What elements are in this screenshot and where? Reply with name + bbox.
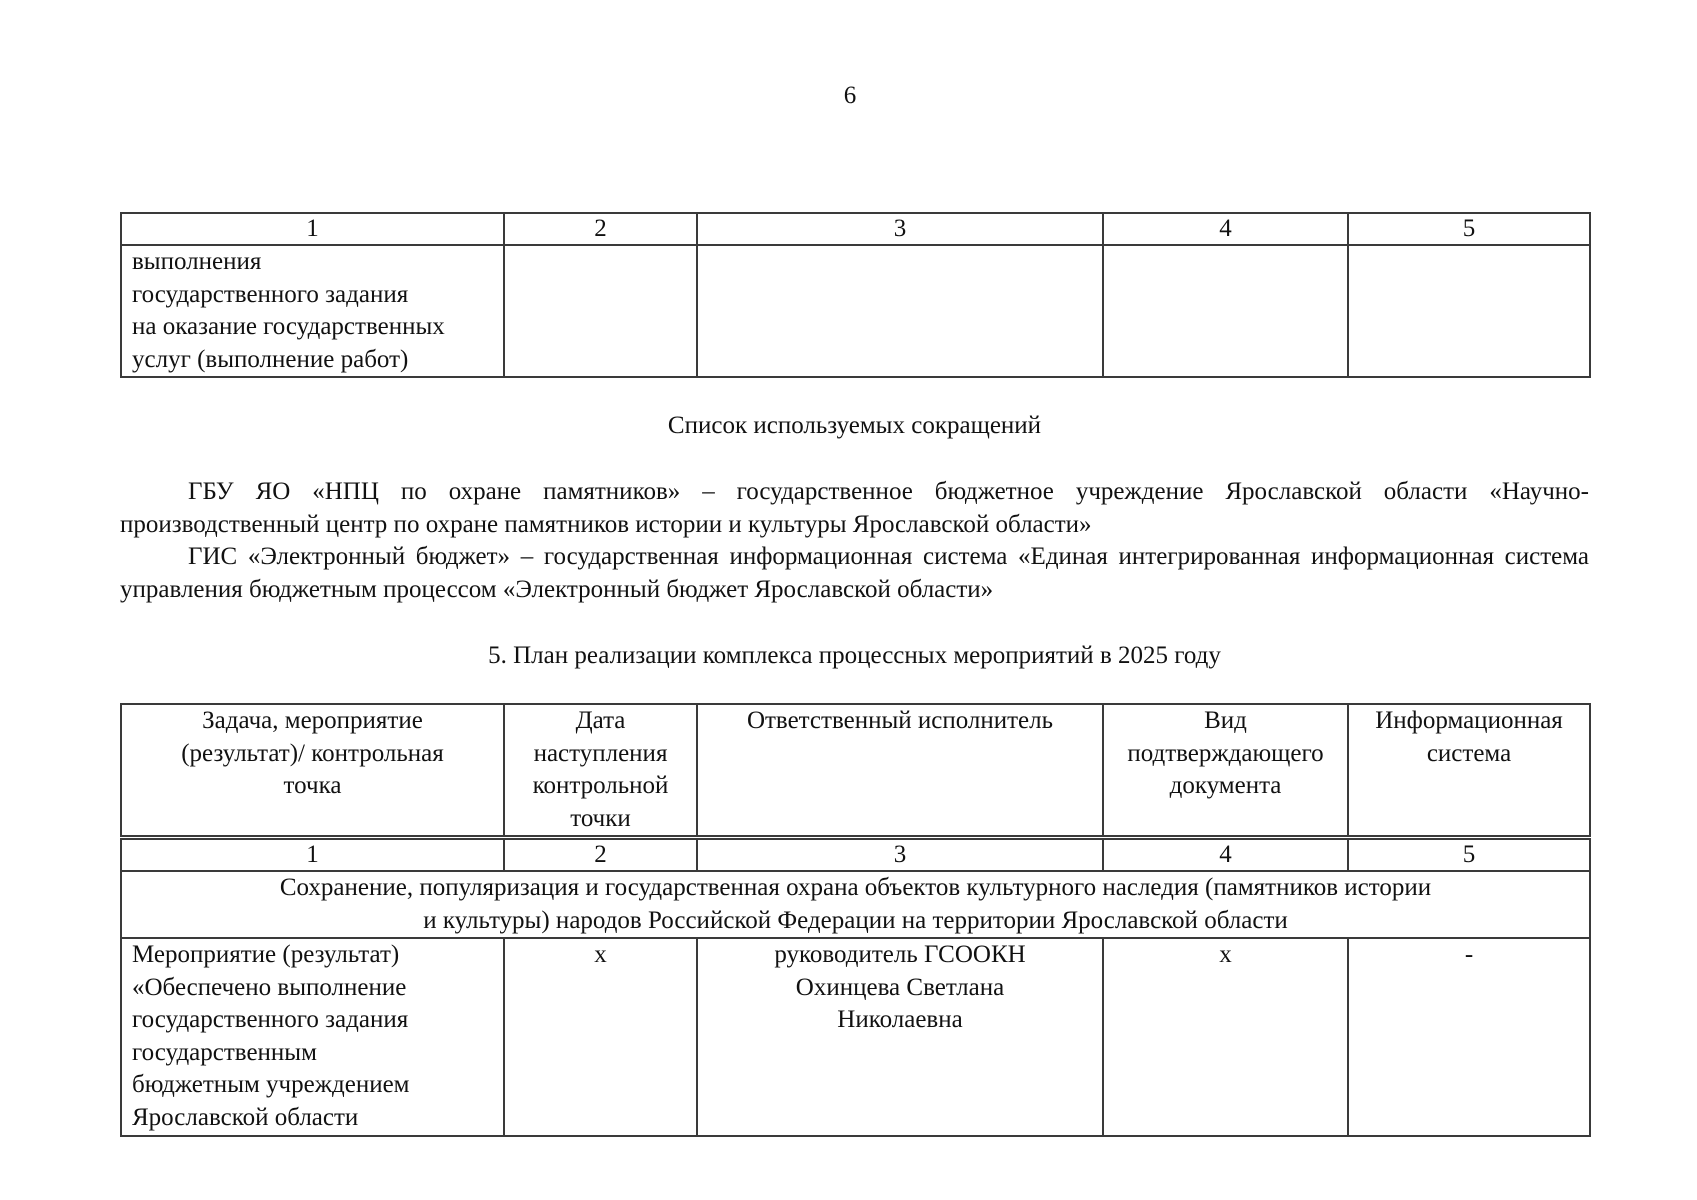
cell-line: Охинцева Светлана	[795, 973, 1005, 1001]
cell-line: Ярославской области	[132, 1103, 359, 1131]
cell-line: руководитель ГСООКН	[774, 941, 1026, 968]
table-header-row	[121, 704, 1590, 838]
header-line: точка	[283, 772, 342, 799]
cell-line: Мероприятие (результат)	[132, 941, 400, 968]
cell-line: на оказание государственных	[132, 313, 445, 340]
header-line: Задача, мероприятие	[202, 707, 423, 734]
group-row	[121, 871, 1590, 938]
header-line: Информационная	[1375, 707, 1563, 734]
abbreviation-text: ГБУ ЯО «НПЦ по охране памятников» – государственное бюджетное учреждение Ярославской области «Научно-производственный центр по охране памятников истории и культуры Ярославской области»	[120, 478, 1589, 538]
table-cell	[121, 245, 504, 377]
cell-line: бюджетным учреждением	[132, 1071, 410, 1098]
column-number: 1	[121, 213, 504, 245]
header-line: Вид	[1204, 707, 1247, 734]
header-line: система	[1426, 739, 1512, 767]
group-line: Сохранение, популяризация и государственная охрана объектов культурного наследия (памятников истории	[279, 874, 1432, 901]
header-date	[504, 704, 697, 838]
abbreviations-title: Список используемых сокращений	[667, 412, 1042, 439]
column-number: 5	[1348, 213, 1590, 245]
executor-cell	[697, 938, 1103, 1136]
header-executor	[697, 704, 1103, 838]
header-line: Ответственный исполнитель	[746, 707, 1054, 734]
cell-line: выполнения	[132, 248, 262, 275]
table-cell	[1348, 245, 1590, 377]
date-cell: х	[504, 938, 697, 1136]
abbreviation-item	[120, 476, 1589, 541]
header-document	[1103, 704, 1348, 838]
document-cell: х	[1103, 938, 1348, 1136]
column-number: 2	[504, 213, 697, 245]
table-cell	[504, 245, 697, 377]
cell-line: «Обеспечено выполнение	[132, 973, 407, 1001]
column-number: 4	[1103, 838, 1348, 872]
column-number: 4	[1103, 213, 1348, 245]
cell-line: Николаевна	[837, 1006, 963, 1033]
header-line: подтверждающего	[1127, 739, 1324, 767]
column-number: 1	[121, 838, 504, 872]
group-line: и культуры) народов Российской Федерации на территории Ярославской области	[423, 906, 1288, 934]
table-cell	[1103, 245, 1348, 377]
abbreviation-text: ГИС «Электронный бюджет» – государственная информационная система «Единая интегрированная информационная система управления бюджетным процессом «Электронный бюджет Ярославской области»	[120, 543, 1589, 603]
header-line: документа	[1169, 772, 1282, 799]
cell-line: государственного задания	[132, 280, 409, 308]
header-line: (результат)/ контрольная	[181, 739, 444, 767]
header-task	[121, 704, 504, 838]
task-cell	[121, 938, 504, 1136]
header-line: контрольной	[532, 772, 669, 799]
table-row	[121, 938, 1590, 1136]
header-line: точки	[570, 804, 631, 832]
cell-line: услуг (выполнение работ)	[132, 345, 409, 373]
column-number-row	[121, 838, 1590, 872]
plan-table	[120, 703, 1591, 1137]
column-number: 3	[697, 213, 1103, 245]
header-line: наступления	[533, 739, 668, 767]
cell-line: государственного задания	[132, 1006, 409, 1033]
column-number: 3	[697, 838, 1103, 872]
abbreviation-item	[120, 541, 1589, 606]
continuation-table	[120, 212, 1591, 378]
header-system	[1348, 704, 1590, 838]
column-number: 2	[504, 838, 697, 872]
group-cell	[121, 871, 1590, 938]
section-title: 5. План реализации комплекса процессных мероприятий в 2025 году	[488, 642, 1221, 669]
cell-line: государственным	[132, 1038, 317, 1066]
table-cell	[697, 245, 1103, 377]
table-row	[121, 245, 1590, 377]
table-header-row	[121, 213, 1590, 245]
column-number: 5	[1348, 838, 1590, 872]
system-cell: -	[1348, 938, 1590, 1136]
header-line: Дата	[575, 707, 626, 734]
page-number: 6	[843, 82, 857, 109]
